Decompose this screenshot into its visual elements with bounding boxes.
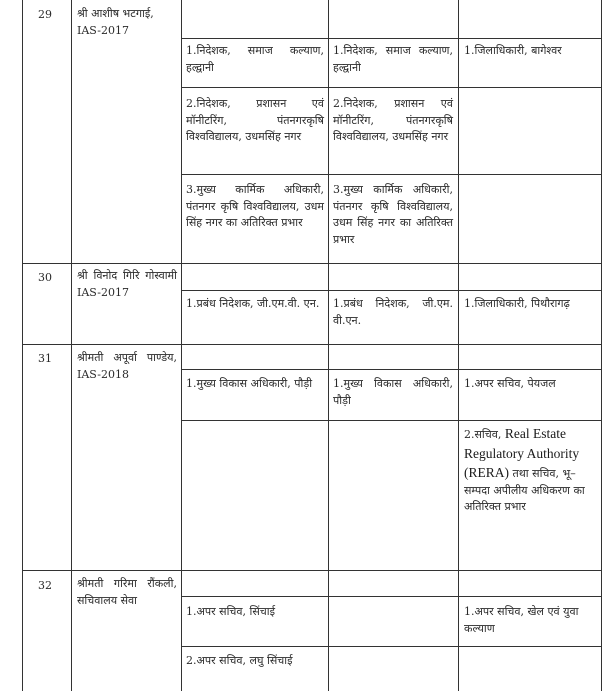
proposed-post: 1.निदेशक, समाज कल्याण, हल्द्वानी bbox=[333, 44, 453, 74]
column-divider-1 bbox=[71, 0, 72, 691]
new-post: 1.अपर सचिव, पेयजल bbox=[464, 377, 556, 390]
current-post: 2.अपर सचिव, लघु सिंचाई bbox=[186, 654, 293, 667]
new-post: 1.जिलाधिकारी, पिथौरागढ़ bbox=[464, 297, 570, 310]
proposed-post: 3.मुख्य कार्मिक अधिकारी, पंतनगर कृषि विश्वविद्यालय, उधम सिंह नगर का अतिरिक्त प्रभार bbox=[333, 183, 453, 246]
row-separator bbox=[22, 570, 602, 571]
sub-row-separator bbox=[181, 420, 602, 421]
new-post bbox=[464, 424, 598, 516]
sub-row-separator bbox=[181, 646, 602, 647]
row-separator bbox=[22, 263, 602, 264]
serial-number: 32 bbox=[38, 579, 52, 592]
sub-row-separator bbox=[181, 38, 602, 39]
serial-number: 30 bbox=[38, 271, 52, 284]
new-post: 1.अपर सचिव, खेल एवं युवा कल्याण bbox=[464, 605, 579, 635]
current-post: 1.प्रबंध निदेशक, जी.एम.वी. एन. bbox=[186, 297, 320, 310]
officer-name: श्री आशीष भटगाई, IAS-2017 bbox=[77, 7, 154, 37]
current-post: 1.मुख्य विकास अधिकारी, पौड़ी bbox=[186, 377, 313, 390]
column-divider-2 bbox=[181, 0, 182, 691]
row-separator bbox=[22, 344, 602, 345]
column-divider-4 bbox=[458, 0, 459, 691]
proposed-post: 1.मुख्य विकास अधिकारी, पौड़ी bbox=[333, 377, 453, 407]
sub-row-separator bbox=[181, 290, 602, 291]
serial-number: 31 bbox=[38, 352, 52, 365]
new-post-suffix: तथा सचिव, भू–सम्पदा अपीलीय अधिकरण का अतिरिक्त प्रभार bbox=[464, 467, 585, 513]
current-post: 2.निदेशक, प्रशासन एवं मॉनीटरिंग, पंतनगरकृषि विश्वविद्यालय, उधमसिंह नगर bbox=[186, 97, 324, 143]
sub-row-separator bbox=[181, 174, 602, 175]
column-divider-3 bbox=[328, 0, 329, 691]
current-post: 3.मुख्य कार्मिक अधिकारी, पंतनगर कृषि विश्वविद्यालय, उधम सिंह नगर का अतिरिक्त प्रभार bbox=[186, 183, 324, 229]
officer-name: श्रीमती गरिमा रौंकली, सचिवालय सेवा bbox=[77, 577, 177, 607]
serial-number: 29 bbox=[38, 8, 52, 21]
officer-name: श्रीमती अपूर्वा पाण्डेय, IAS-2018 bbox=[77, 351, 177, 381]
sub-row-separator bbox=[181, 369, 602, 370]
sub-row-separator bbox=[181, 596, 602, 597]
table-border-right bbox=[601, 0, 602, 691]
current-post: 1.अपर सचिव, सिंचाई bbox=[186, 605, 276, 618]
officer-name: श्री विनोद गिरि गोस्वामी IAS-2017 bbox=[77, 269, 177, 299]
sub-row-separator bbox=[181, 87, 602, 88]
new-post-prefix: 2.सचिव, bbox=[464, 428, 502, 441]
proposed-post: 1.प्रबंध निदेशक, जी.एम. वी.एन. bbox=[333, 297, 453, 327]
new-post: 1.जिलाधिकारी, बागेश्वर bbox=[464, 44, 562, 57]
table-border-left bbox=[22, 0, 23, 691]
proposed-post: 2.निदेशक, प्रशासन एवं मॉनीटरिंग, पंतनगरकृषि विश्वविद्यालय, उधमसिंह नगर bbox=[333, 97, 453, 143]
rera-name: Real Estate Regulatory Authority (RERA) bbox=[464, 426, 580, 480]
current-post: 1.निदेशक, समाज कल्याण, हल्द्वानी bbox=[186, 44, 324, 74]
